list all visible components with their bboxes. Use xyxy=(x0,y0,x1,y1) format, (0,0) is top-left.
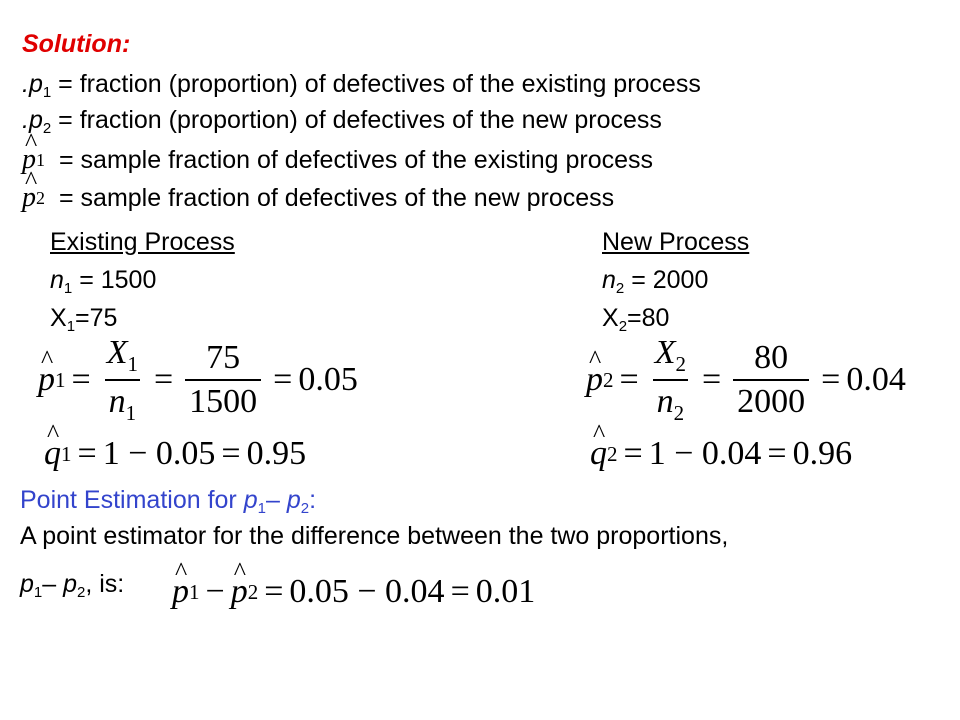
solution-title: Solution: xyxy=(22,30,131,58)
point-estimation-heading: Point Estimation for $p_1-$ $p_2$: xyxy=(20,486,317,517)
existing-qhat-equation: ^ q 1 = 1 − 0.05 = 0.95 xyxy=(44,432,306,476)
difference-estimate-equation: ^ p 1 − ^ p 2 = 0.05 − 0.04 = 0.01 xyxy=(172,568,535,616)
def-phat2: ^ p 2 = sample fraction of defectives of the new process xyxy=(22,182,614,214)
new-n: $n_2 = 2000$ xyxy=(602,266,709,297)
point-estimator-sentence-end: $p_1-$ $p_2$, is: xyxy=(20,570,125,601)
phat1-symbol: ^ p 1 xyxy=(22,144,45,176)
existing-phat-equation: ^ p 1 = $\frac{X_1}{n_1}$ = $\frac{75}{1500}$ = 0.05 xyxy=(38,340,358,420)
existing-heading: Existing Process xyxy=(50,228,235,256)
new-x: $X_2=80$ xyxy=(602,304,670,335)
def-p2: $.p_2$ = fraction (proportion) of defectives of the new process xyxy=(22,106,662,137)
def-p1: $.p_1$ = fraction (proportion) of defectives of the existing process xyxy=(22,70,701,101)
def-phat1: ^ p 1 = sample fraction of defectives of the existing process xyxy=(22,144,653,176)
new-heading: New Process xyxy=(602,228,750,256)
new-phat-equation: ^ p 2 = $\frac{X_2}{n_2}$ = $\frac{80}{2000}$ = 0.04 xyxy=(586,340,906,420)
new-qhat-equation: ^ q 2 = 1 − 0.04 = 0.96 xyxy=(590,432,852,476)
existing-x: $X_1=75$ xyxy=(50,304,118,335)
existing-n: $n_1 = 1500$ xyxy=(50,266,157,297)
phat2-symbol: ^ p 2 xyxy=(22,182,45,214)
point-estimator-sentence: A point estimator for the difference between the two proportions, xyxy=(20,522,729,550)
